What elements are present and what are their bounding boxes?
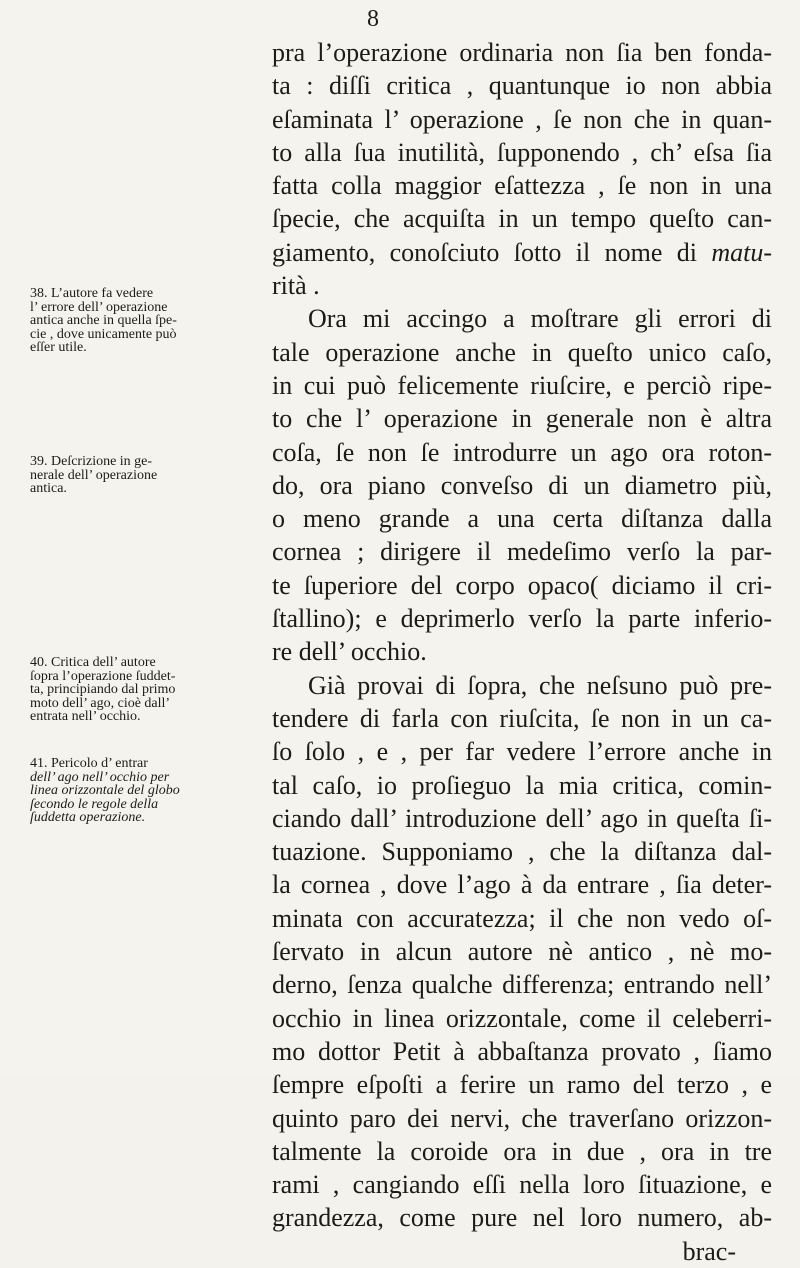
body-line: rità . bbox=[272, 271, 320, 301]
body-line: tendere di farla con riuſcita, ſe non in un ca- bbox=[272, 703, 772, 733]
body-line: ſempre eſpoſti a ferire un ramo del terzo , e bbox=[272, 1070, 772, 1100]
body-line: pra l’operazione ordinaria non ſia ben fonda- bbox=[272, 38, 772, 67]
body-line: brac- bbox=[682, 1236, 736, 1266]
body-line: do, ora piano conveſso di un diametro più, bbox=[272, 470, 772, 500]
body-line: cornea ; dirigere il medeſimo verſo la par- bbox=[272, 537, 772, 567]
margin-note-line: ſecondo le regole della bbox=[30, 796, 159, 812]
body-line: Ora mi accingo a moſtrare gli errori di bbox=[308, 304, 772, 334]
body-line: fatta colla maggior eſattezza , ſe non in una bbox=[272, 171, 772, 201]
margin-note-line: 38. L’autore fa vedere bbox=[30, 286, 154, 301]
margin-note-line: linea orizzontale del globo bbox=[30, 783, 180, 799]
body-line: ta : diſſi critica , quantunque io non abbia bbox=[272, 71, 772, 101]
body-line: coſa, ſe non ſe introdurre un ago ora roton- bbox=[272, 437, 772, 467]
body-line: talmente la coroide ora in due , ora in tre bbox=[272, 1136, 772, 1166]
body-line: occhio in linea orizzontale, come il celeberri- bbox=[272, 1003, 772, 1033]
margin-note-line: cie , dove unicamente può bbox=[30, 326, 177, 342]
body-line: minata con accuratezza; il che non vedo oſ- bbox=[272, 903, 772, 933]
body-line: re dell’ occhio. bbox=[272, 637, 427, 667]
page-number: 8 bbox=[367, 6, 379, 32]
margin-note-line: 39. Deſcrizione in ge- bbox=[30, 454, 153, 469]
margin-note-line: antica. bbox=[30, 481, 67, 497]
body-line: rami , cangiando eſſi nella loro ſituazione, e bbox=[272, 1170, 772, 1200]
body-line bbox=[272, 236, 772, 269]
margin-note-line: ſuddetta operazione. bbox=[30, 810, 146, 826]
body-line: ſpecie, che acquiſta in un tempo queſto can- bbox=[272, 204, 772, 234]
body-line: tale operazione anche in queſto unico caſo, bbox=[272, 337, 772, 367]
body-line: o meno grande a una certa diſtanza dalla bbox=[272, 504, 772, 534]
body-line: eſaminata l’ operazione , ſe non che in quan- bbox=[272, 104, 772, 134]
body-line: grandezza, come pure nel loro numero, ab- bbox=[272, 1203, 772, 1233]
body-line: te ſuperiore del corpo opaco( diciamo il cri- bbox=[272, 570, 772, 600]
body-line: tal caſo, io proſieguo la mia critica, comin- bbox=[272, 770, 772, 800]
body-line: quinto paro dei nervi, che traverſano orizzon- bbox=[272, 1103, 772, 1133]
body-line: in cui può felicemente riuſcire, e perciò ripe- bbox=[272, 370, 772, 400]
body-line: tuazione. Supponiamo , che la diſtanza dal- bbox=[272, 837, 772, 867]
margin-note-40 bbox=[30, 656, 266, 724]
body-line: ſervato in alcun autore nè antico , nè mo- bbox=[272, 937, 772, 967]
margin-note-line: ta, principiando dal primo bbox=[30, 682, 176, 698]
body-line: mo dottor Petit à abbaſtanza provato , ſiamo bbox=[272, 1036, 772, 1066]
body-line-text: giamento, conoſciuto ſotto il nome di bbox=[272, 237, 712, 267]
margin-note-line: eſſer utile. bbox=[30, 340, 87, 356]
margin-note-line: ſopra l’operazione ſuddet- bbox=[30, 668, 176, 684]
margin-note-39 bbox=[30, 455, 266, 496]
margin-note-line: l’ errore dell’ operazione bbox=[30, 299, 168, 315]
margin-note-line: 40. Critica dell’ autore bbox=[30, 655, 156, 670]
body-line: to che l’ operazione in generale non è altra bbox=[272, 404, 772, 434]
body-line: Già provai di ſopra, che neſsuno può pre- bbox=[308, 670, 772, 700]
body-text bbox=[272, 36, 772, 1268]
margin-note-line: nerale dell’ operazione bbox=[30, 467, 158, 483]
margin-note-line: entrata nell’ occhio. bbox=[30, 709, 141, 725]
margin-note-line: antica anche in quella ſpe- bbox=[30, 313, 177, 329]
body-line: derno, ſenza qualche differenza; entrando nell’ bbox=[272, 970, 772, 1000]
margin-note-41 bbox=[30, 757, 266, 825]
margin-note-line: dell’ ago nell’ occhio per bbox=[30, 769, 170, 785]
body-line: ſtallino); e deprimerlo verſo la parte inferio- bbox=[272, 604, 772, 634]
margin-note-38 bbox=[30, 287, 266, 355]
body-line: ſo ſolo , e , per far vedere l’errore anche in bbox=[272, 737, 772, 767]
italic-word: matu- bbox=[711, 237, 772, 267]
margin-note-line: 41. Pericolo d’ entrar bbox=[30, 756, 148, 771]
body-line: la cornea , dove l’ago à da entrare , ſia deter- bbox=[272, 870, 772, 900]
margin-note-line: moto dell’ ago, cioè dall’ bbox=[30, 695, 171, 711]
body-line: to alla ſua inutilità, ſupponendo , ch’ eſsa ſia bbox=[272, 137, 772, 167]
body-line: ciando dall’ introduzione dell’ ago in queſta ſi- bbox=[272, 803, 772, 833]
